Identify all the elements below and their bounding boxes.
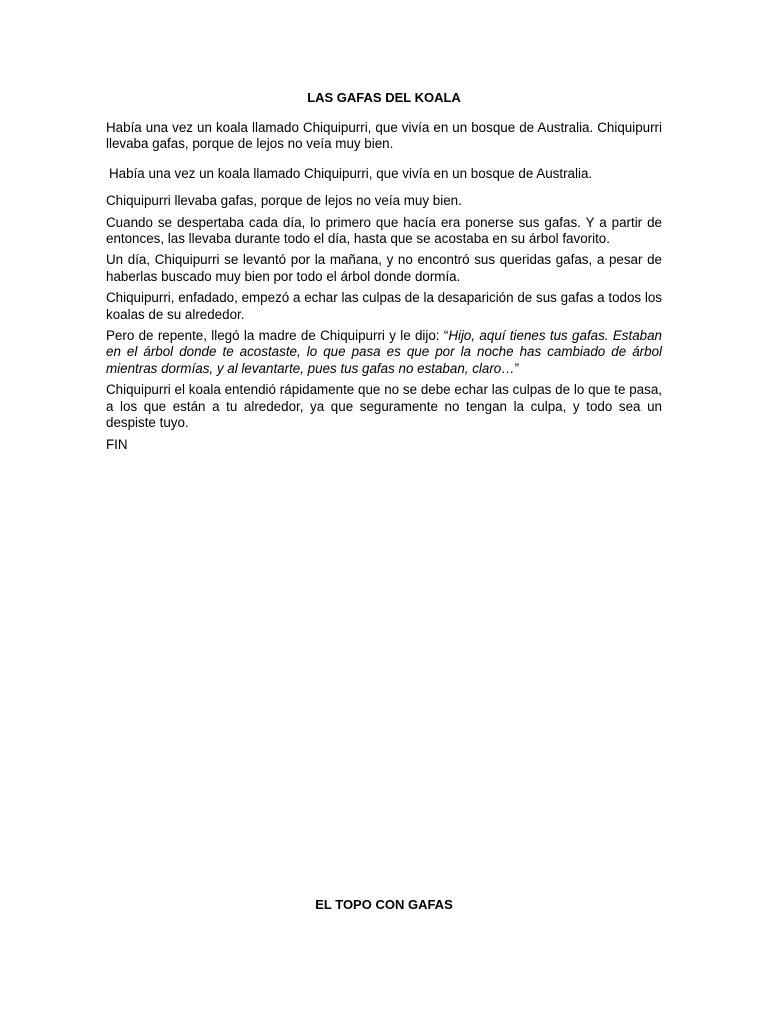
mother-quote: Hijo, aquí tienes tus gafas. Estaban en el árbol donde te acostaste, lo que pasa es que por la noche has cambiado de árbol mientras dormías, y al levantarte, pues tus gafas no estaban, claro… [106,328,662,376]
paragraph-4: Cuando se despertaba cada día, lo primero que hacía era ponerse sus gafas. Y a partir de entonces, las llevaba durante todo el día, hasta que se acostaba en su árbol favorito. [106,214,662,247]
paragraph-1: Había una vez un koala llamado Chiquipurri, que vivía en un bosque de Australia. Chiquipurri llevaba gafas, porque de lejos no veía muy bien. [106,120,662,152]
paragraph-2 [106,166,662,182]
paragraph-5: Un día, Chiquipurri se levantó por la mañana, y no encontró sus queridas gafas, a pesar de haberlas buscado muy bien por todo el árbol donde dormía. [106,252,662,284]
paragraph-7-end: ” [514,360,520,376]
story-title-koala: LAS GAFAS DEL KOALA [307,90,461,105]
paragraph-7-intro: Pero de repente, llegó la madre de Chiquipurri y le dijo: “ [106,328,449,344]
paragraph-7 [106,328,662,377]
story-title-topo: EL TOPO CON GAFAS [315,897,453,912]
paragraph-2-text: Había una vez un koala llamado Chiquipurri, que vivía en un bosque de Australia. [109,165,593,181]
paragraph-end-fin: FIN [106,436,128,452]
paragraph-8: Chiquipurri el koala entendió rápidamente que no se debe echar las culpas de lo que te pasa, a los que están a tu alrededor, ya que seguramente no tengan la culpa, y todo sea un despiste tuyo. [106,382,662,431]
paragraph-3: Chiquipurri llevaba gafas, porque de lejos no veía muy bien. [106,193,462,209]
paragraph-6: Chiquipurri, enfadado, empezó a echar las culpas de la desaparición de sus gafas a todos los koalas de su alrededor. [106,290,662,322]
story-body [106,120,662,458]
